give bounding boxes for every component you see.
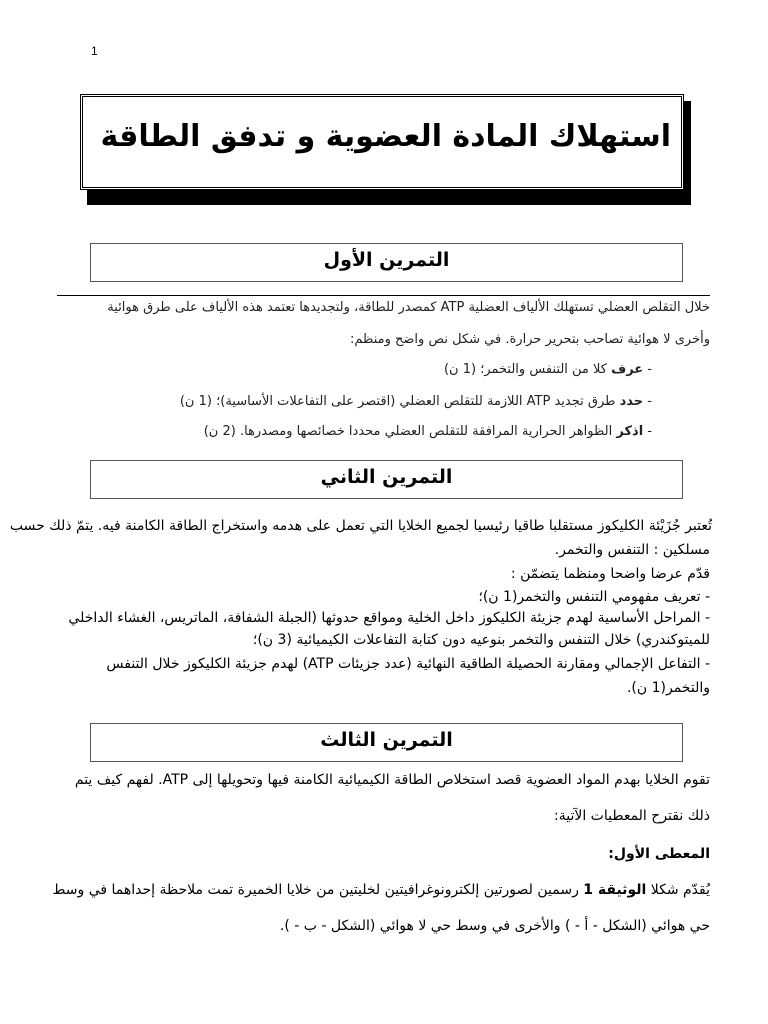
exercise-2-title: التمرين الثاني bbox=[320, 466, 453, 488]
exercise-1-intro-line-1: خلال التقلص العضلي تستهلك الألياف العضلية ATP كمصدر للطاقة، ولتجديدها تعتمد هذه الألياف على طرق هوائية bbox=[107, 300, 710, 315]
question-dash: - bbox=[643, 362, 652, 377]
exercise-3-paragraph-line-2: ذلك نقترح المعطيات الآتية: bbox=[554, 808, 710, 824]
data-1-label: المعطى الأول: bbox=[608, 846, 710, 862]
document-title-box bbox=[80, 94, 684, 190]
exercise-2-header bbox=[90, 460, 683, 499]
exercise-3-title: التمرين الثالث bbox=[320, 729, 453, 751]
exercise-2-bullet-3-line-2: والتخمر(1 ن). bbox=[626, 680, 710, 696]
question-dash: - bbox=[643, 394, 652, 409]
question-3-verb: اذكر bbox=[616, 424, 644, 439]
exercise-1-question-2 bbox=[180, 394, 652, 409]
exercise-2-bullet-3-line-1: - التفاعل الإجمالي ومقارنة الحصيلة الطاقية النهائية (عدد جزيئات ATP) لهدم جزيئة الكليكوز خلال التنفس bbox=[106, 656, 710, 672]
question-3-text: الظواهر الحرارية المرافقة للتقلص العضلي محددا خصائصها ومصدرها. (2 ن) bbox=[203, 424, 617, 439]
exercise-3-paragraph-line-3 bbox=[52, 882, 710, 898]
exercise-1-header bbox=[90, 243, 683, 282]
document-title: استهلاك المادة العضوية و تدفق الطاقة bbox=[100, 119, 671, 154]
exercise-2-bullet-2-line-1: - المراحل الأساسية لهدم جزيئة الكليكوز داخل الخلية ومواقع حدوثها (الجبلة الشفافة، الماتريس، الغشاء الداخلي bbox=[68, 610, 710, 626]
exercise-2-paragraph-line-1: تُعتبر جُزَيْئة الكليكوز مستقلبا طاقيا رئيسيا لجميع الخلايا التي تعمل على هدمه واستخراج الطاقة الكامنة فيه. يتمّ ذلك حسب bbox=[9, 518, 712, 534]
exercise-2-paragraph-line-2: مسلكين : التنفس والتخمر. bbox=[554, 542, 710, 558]
exercise-3-paragraph-line-1: تقوم الخلايا بهدم المواد العضوية قصد استخلاص الطاقة الكيميائية الكامنة فيها وتحويلها إلى ATP. لفهم كيف يتم bbox=[74, 772, 710, 788]
exercise-2-bullet-2-line-2: للميتوكندري) خلال التنفس والتخمر بنوعيه دون كتابة التفاعلات الكيميائية (3 ن)؛ bbox=[252, 632, 710, 648]
data-1-intro: يُقدّم شكلا bbox=[646, 882, 710, 898]
exercise-3-paragraph-line-4: حي هوائي (الشكل - أ - ) والأخرى في وسط حي لا هوائي (الشكل - ب - ). bbox=[279, 918, 710, 934]
question-2-text: طرق تجديد ATP اللازمة للتقلص العضلي (اقتصر على التفاعلات الأساسية)؛ (1 ن) bbox=[179, 394, 620, 409]
exercise-1-question-3 bbox=[204, 424, 652, 439]
question-dash: - bbox=[643, 424, 652, 439]
question-1-verb: عرف bbox=[611, 362, 644, 377]
page-number: 1 bbox=[91, 44, 98, 58]
exercise-1-title: التمرين الأول bbox=[323, 249, 450, 271]
exercise-1-question-1 bbox=[444, 362, 652, 377]
exercise-2-task-intro: قدّم عرضا واضحا ومنظما يتضمّن : bbox=[510, 566, 710, 582]
exercise-2-bullet-1: - تعريف مفهومي التنفس والتخمر(1 ن)؛ bbox=[478, 589, 710, 605]
data-1-description: رسمين لصورتين إلكترونوغرافيتين لخليتين من خلايا الخميرة تمت ملاحظة إحداهما في وسط bbox=[52, 882, 584, 898]
question-2-verb: حدد bbox=[619, 394, 644, 409]
exercise-1-intro-line-2: وأخرى لا هوائية تصاحب بتحرير حرارة. في شكل نص واضح ومنظم: bbox=[350, 332, 710, 347]
exercise-3-header bbox=[90, 723, 683, 762]
question-1-text: كلا من التنفس والتخمر؛ (1 ن) bbox=[443, 362, 612, 377]
document-1-reference: الوثيقة 1 bbox=[583, 882, 647, 898]
divider-line bbox=[57, 295, 710, 296]
